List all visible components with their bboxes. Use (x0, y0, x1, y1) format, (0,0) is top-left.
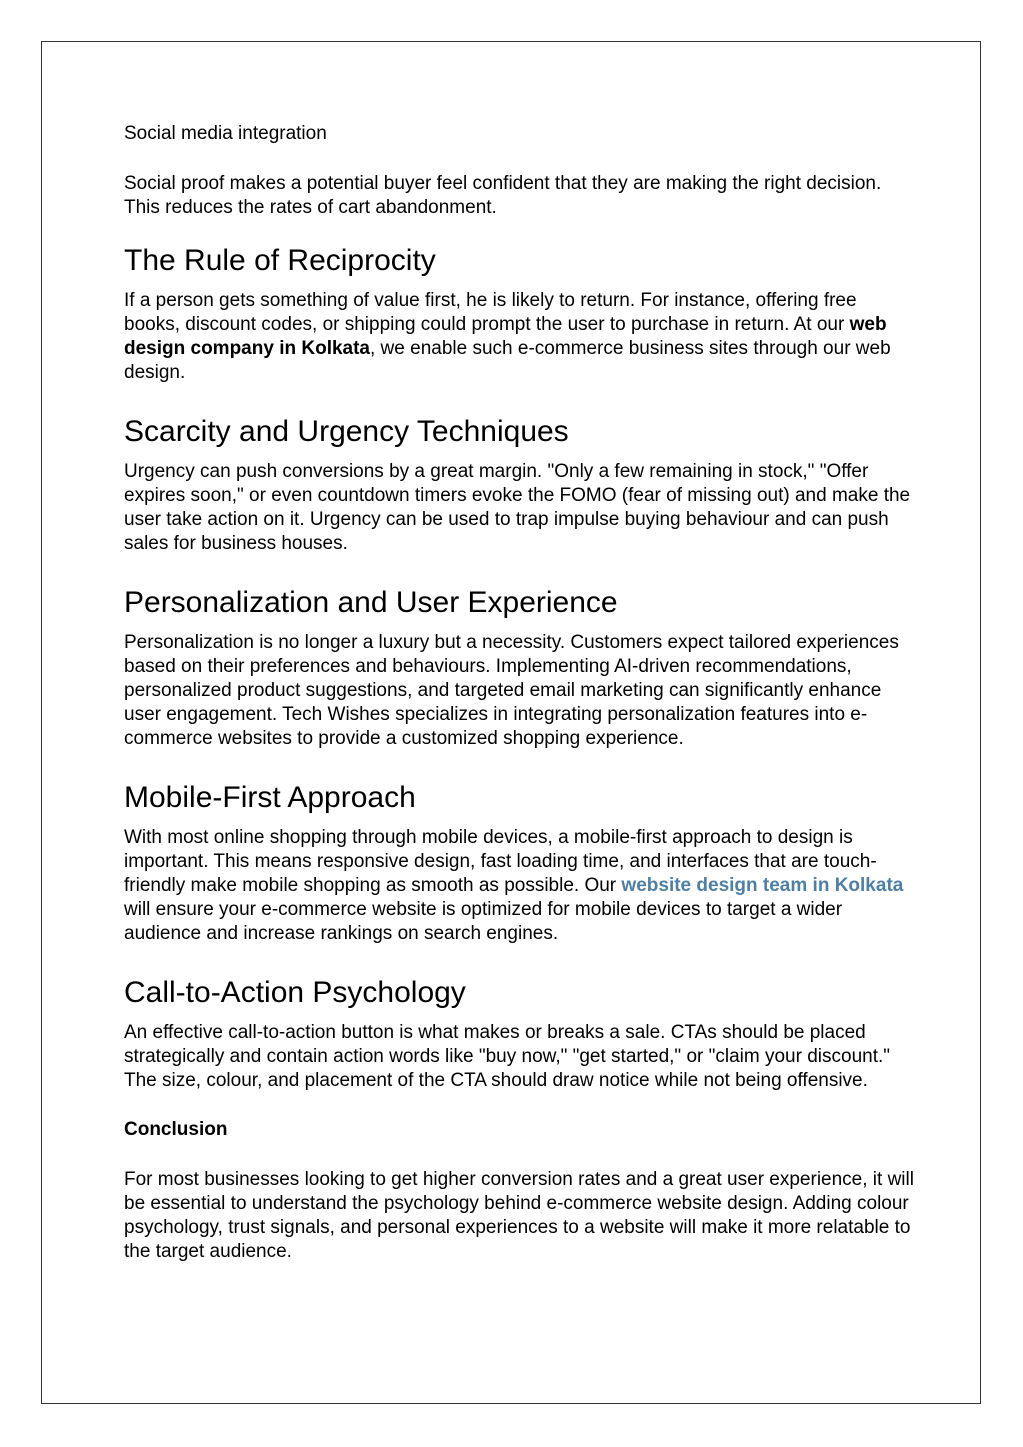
conclusion-paragraph: For most businesses looking to get higher conversion rates and a great user experience, it will be essential to understand the psychology behind e-commerce website design. Adding colour psychology, trust signals, and personal experiences to a website will make it more relatable to the target audience. (124, 1169, 914, 1262)
reciprocity-paragraph (124, 289, 914, 385)
intro-label: Social media integration (124, 123, 327, 144)
intro-paragraph: Social proof makes a potential buyer feel confident that they are making the right decision. This reduces the rates of cart abandonment. (124, 173, 882, 218)
mobile-text-after: will ensure your e-commerce website is optimized for mobile devices to target a wider audience and increase rankings on search engines. (124, 899, 843, 944)
personalization-paragraph: Personalization is no longer a luxury but a necessity. Customers expect tailored experiences based on their preferences and behaviours. Implementing AI-driven recommendations, personalized product suggestions, and targeted email marketing can significantly enhance user engagement. Tech Wishes specializes in integrating personalization features into e-commerce websites to provide a customized shopping experience. (124, 632, 899, 749)
heading-mobile-first: Mobile-First Approach (124, 781, 416, 814)
scarcity-paragraph: Urgency can push conversions by a great margin. "Only a few remaining in stock," "Offer expires soon," or even countdown timers evoke the FOMO (fear of missing out) and make the user take action on it. Urgency can be used to trap impulse buying behaviour and can push sales for business houses. (124, 461, 911, 554)
reciprocity-text-before: If a person gets something of value first, he is likely to return. For instance, offering free books, discount codes, or shipping could prompt the user to purchase in return. At our (124, 290, 857, 335)
website-design-team-link[interactable]: website design team in Kolkata (621, 875, 904, 896)
heading-reciprocity: The Rule of Reciprocity (124, 244, 436, 277)
heading-cta-psychology: Call-to-Action Psychology (124, 976, 466, 1009)
document-content (124, 122, 914, 1264)
mobile-text-before: With most online shopping through mobile devices, a mobile-first approach to design is important. This means responsive design, fast loading time, and interfaces that are touch-friendly make mobile shopping as smooth as possible. Our (124, 827, 877, 896)
heading-scarcity: Scarcity and Urgency Techniques (124, 415, 569, 448)
mobile-paragraph (124, 826, 914, 946)
reciprocity-bold-phrase: web design company in Kolkata (124, 314, 887, 359)
conclusion-label: Conclusion (124, 1119, 228, 1140)
reciprocity-text-after: , we enable such e-commerce business sites through our web design. (124, 338, 891, 383)
cta-paragraph: An effective call-to-action button is what makes or breaks a sale. CTAs should be placed strategically and contain action words like "buy now," "get started," or "claim your discount." The size, colour, and placement of the CTA should draw notice while not being offensive. (124, 1022, 891, 1091)
heading-personalization: Personalization and User Experience (124, 586, 618, 619)
